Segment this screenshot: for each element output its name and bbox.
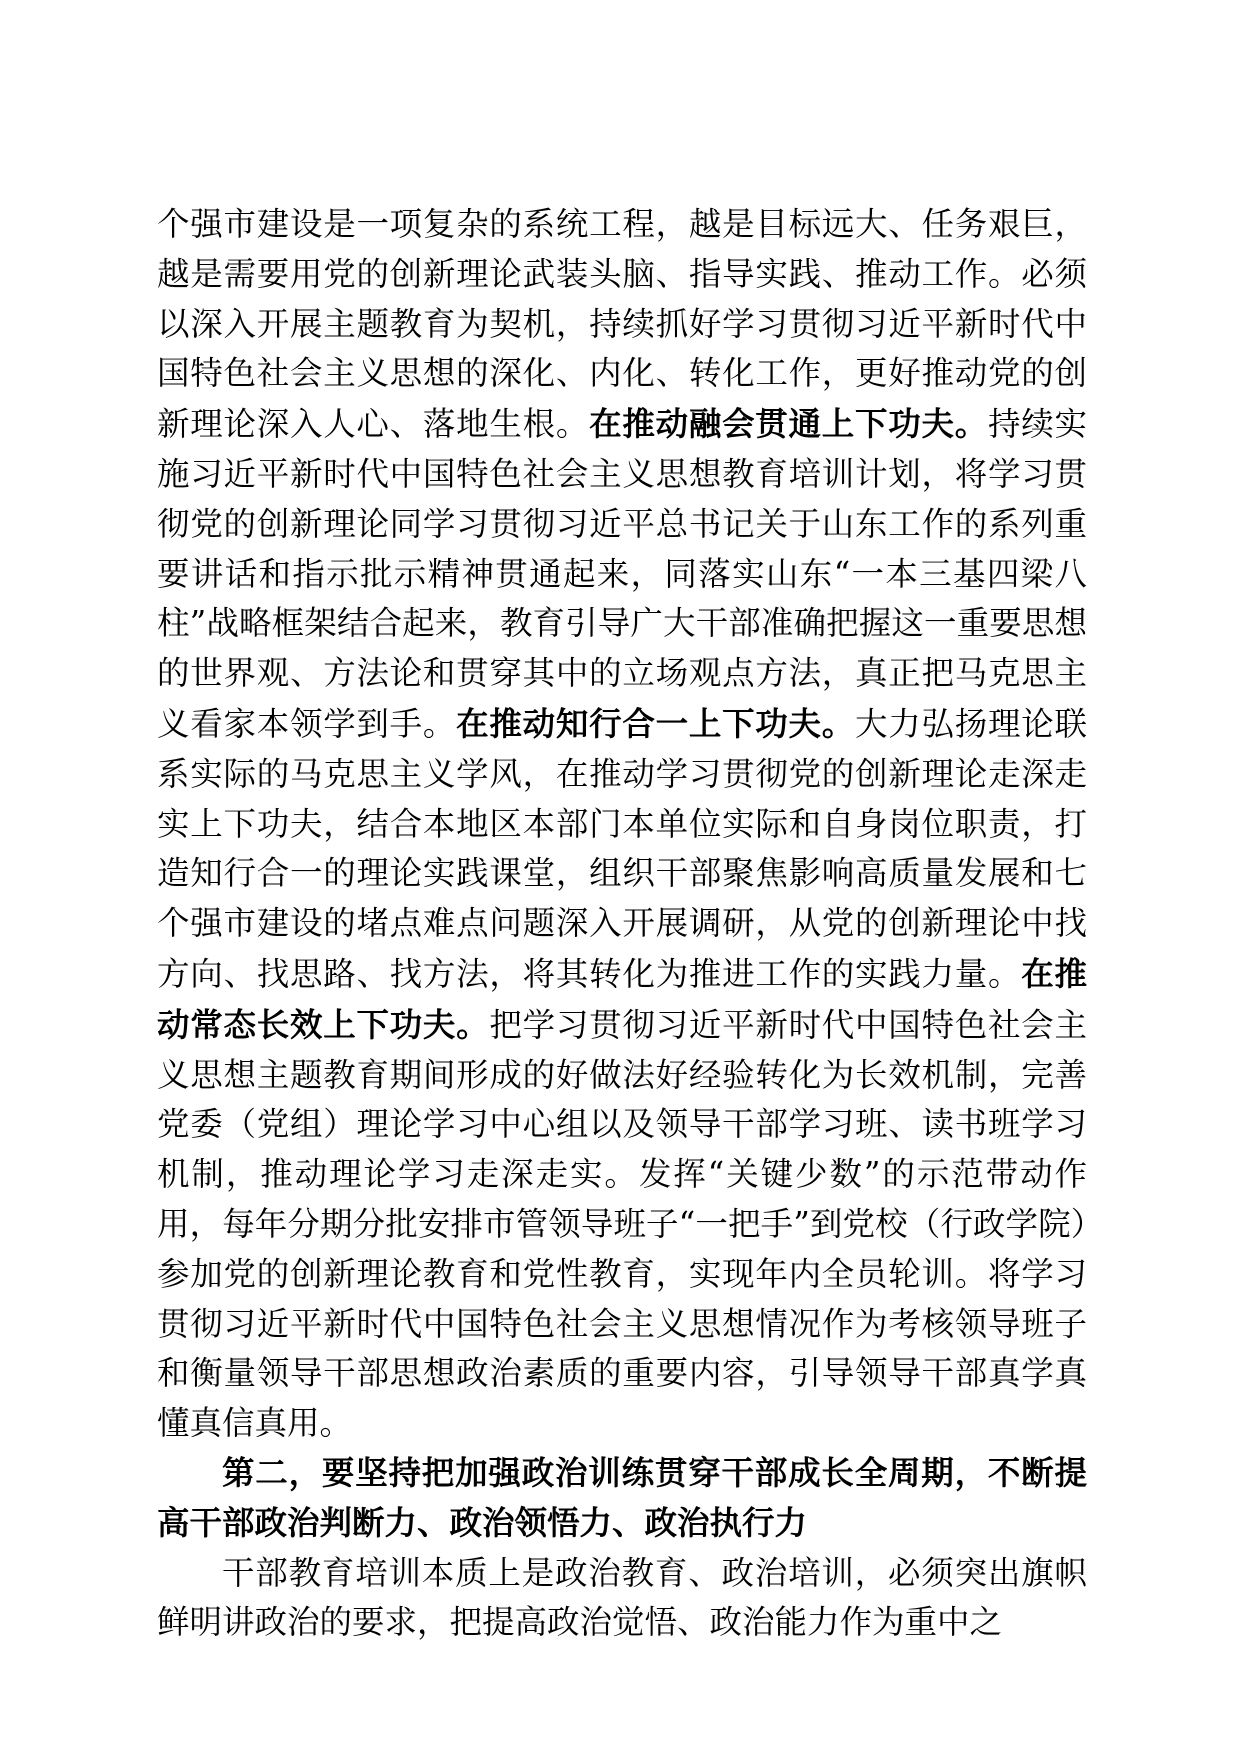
paragraph-text: 持续实施习近平新时代中国特色社会主义思想教育培训计划，将学习贯彻党的创新理论同学习贯彻习近平总书记关于山东工作的系列重要讲话和指示批示精神贯通起来，同落实山东“一本三基四梁八柱”战略框架结合起来，教育引导广大干部准确把握这一重要思想的世界观、方法论和贯穿其中的立场观点方法，真正把马克思主义看家本领学到手。: [157, 405, 1087, 743]
bold-subheading: 在推动知行合一上下功夫。: [456, 703, 856, 743]
document-body: [157, 200, 1087, 1648]
paragraph-text: 把学习贯彻习近平新时代中国特色社会主义思想主题教育期间形成的好做法好经验转化为长效机制，完善党委（党组）理论学习中心组以及领导干部学习班、读书班学习机制，推动理论学习走深走实。发挥“关键少数”的示范带动作用，每年分期分批安排市管领导班子“一把手”到党校（行政学院）参加党的创新理论教育和党性教育，实现年内全员轮训。将学习贯彻习近平新时代中国特色社会主义思想情况作为考核领导班子和衡量领导干部思想政治素质的重要内容，引导领导干部真学真懂真信真用。: [157, 1005, 1087, 1443]
bold-subheading: 在推动融会贯通上下功夫。: [589, 404, 988, 444]
body-paragraph: [157, 200, 1087, 1449]
body-paragraph: 干部教育培训本质上是政治教育、政治培训，必须突出旗帜鲜明讲政治的要求，把提高政治觉悟、政治能力作为重中之: [157, 1553, 1087, 1642]
section-heading: 第二，要坚持把加强政治训练贯穿干部成长全周期，不断提高干部政治判断力、政治领悟力、政治执行力: [157, 1453, 1087, 1542]
paragraph-text: 个强市建设是一项复杂的系统工程，越是目标远大、任务艰巨，越是需要用党的创新理论武装头脑、指导实践、推动工作。必须以深入开展主题教育为契机，持续抓好学习贯彻习近平新时代中国特色社会主义思想的深化、内化、转化工作，更好推动党的创新理论深入人心、落地生根。: [157, 205, 1087, 444]
bold-subheading: 在推动常态长效上下功夫。: [157, 953, 1087, 1044]
paragraph-text: 大力弘扬理论联系实际的马克思主义学风，在推动学习贯彻党的创新理论走深走实上下功夫，结合本地区本部门本单位实际和自身岗位职责，打造知行合一的理论实践课堂，组织干部聚焦影响高质量发展和七个强市建设的堵点难点问题深入开展调研，从党的创新理论中找方向、找思路、找方法，将其转化为推进工作的实践力量。: [157, 704, 1087, 993]
